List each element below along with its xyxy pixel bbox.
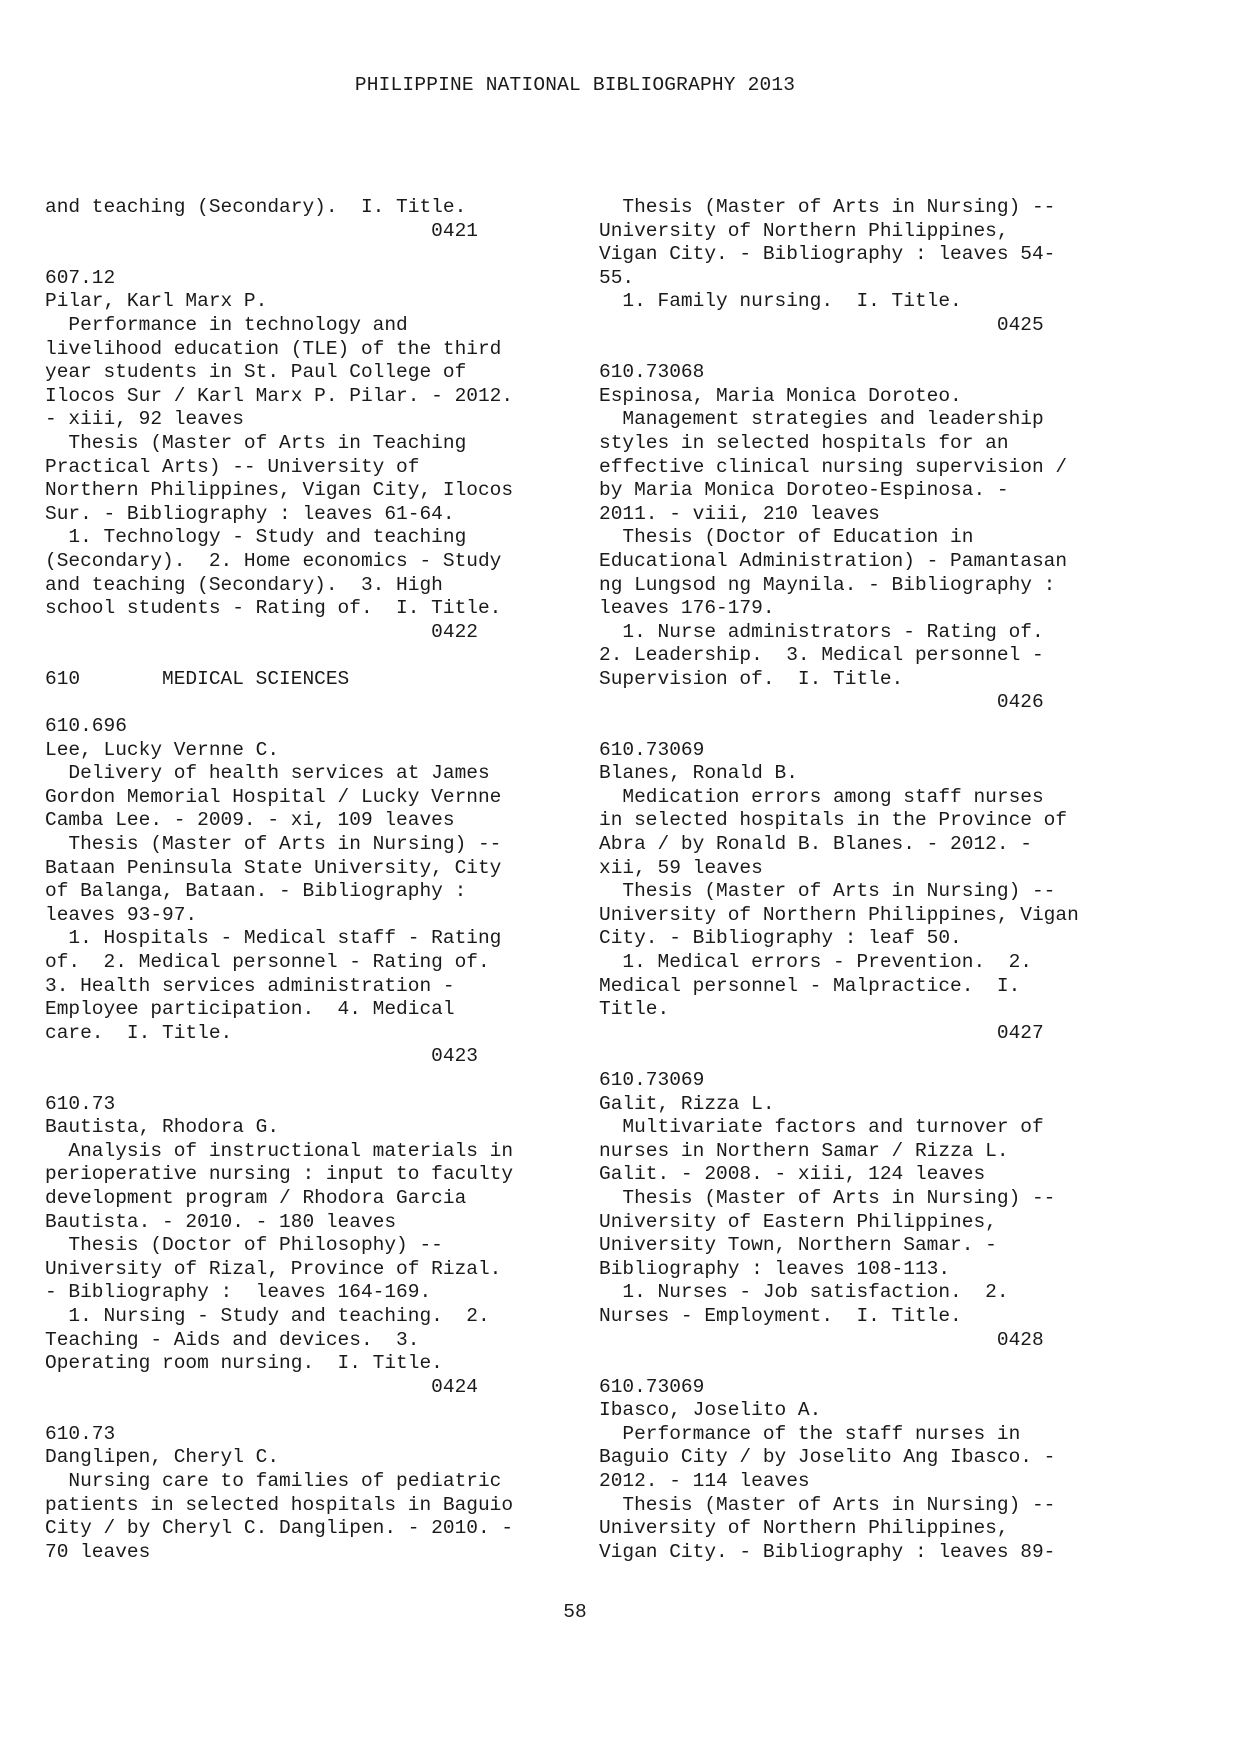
bibliography-line: Employee participation. 4. Medical [45,998,455,1021]
bibliography-line: Management strategies and leadership [599,408,1044,431]
bibliography-line: Teaching - Aids and devices. 3. [45,1328,420,1351]
bibliography-line: livelihood education (TLE) of the third [45,337,502,360]
bibliography-line: 610.696 [45,715,127,738]
bibliography-line: nurses in Northern Samar / Rizza L. [599,1139,1009,1162]
bibliography-line: Medical personnel - Malpractice. I. [599,974,1021,997]
bibliography-line: - Bibliography : leaves 164-169. [45,1281,432,1304]
bibliography-line: Bibliography : leaves 108-113. [599,1257,951,1280]
bibliography-line: 1. Nurses - Job satisfaction. 2. [599,1281,1009,1304]
bibliography-line [45,691,550,715]
bibliography-line: Galit. - 2008. - xiii, 124 leaves [599,1163,986,1186]
bibliography-line: University of Northern Philippines, [599,219,1009,242]
bibliography-line: University of Northern Philippines, Vigan [599,903,1079,926]
bibliography-line: of. 2. Medical personnel - Rating of. [45,951,490,973]
bibliography-line: 610.73069 [599,1375,705,1398]
bibliography-line: Operating room nursing. I. Title. [45,1352,443,1375]
bibliography-line: Abra / by Ronald B. Blanes. - 2012. - [599,833,1032,856]
bibliography-line [45,1069,550,1093]
bibliography-line [599,338,1119,362]
bibliography-line: Camba Lee. - 2009. - xi, 109 leaves [45,809,455,832]
bibliography-line [45,1399,550,1423]
bibliography-line: Gordon Memorial Hospital / Lucky Vernne [45,785,502,808]
bibliography-line: City. - Bibliography : leaf 50. [599,927,962,950]
bibliography-line: 2. Leadership. 3. Medical personnel - [599,644,1044,667]
bibliography-line: 607.12 [45,266,116,289]
bibliography-line: leaves 93-97. [45,903,198,926]
bibliography-line: Thesis (Master of Arts in Teaching [45,431,467,454]
bibliography-line: Bataan Peninsula State University, City [45,856,502,879]
bibliography-line: Title. [599,998,670,1021]
bibliography-line [599,1045,1119,1069]
bibliography-line: 0426 [599,691,1044,714]
bibliography-line: development program / Rhodora Garcia [45,1186,467,1209]
bibliography-line: (Secondary). 2. Home economics - Study [45,549,502,572]
bibliography-line: Thesis (Master of Arts in Nursing) -- [599,880,1056,903]
bibliography-line: 0422 [45,620,478,643]
bibliography-line [599,1352,1119,1376]
bibliography-line: - xiii, 92 leaves [45,408,244,431]
bibliography-line: 0427 [599,1021,1044,1044]
bibliography-line: 1. Medical errors - Prevention. 2. [599,951,1032,973]
bibliography-line: Espinosa, Maria Monica Doroteo. [599,384,962,407]
bibliography-line: 2011. - viii, 210 leaves [599,502,880,525]
bibliography-line: Thesis (Doctor of Education in [599,526,974,549]
bibliography-line: leaves 176-179. [599,597,775,620]
bibliography-line: 610.73 [45,1422,116,1445]
bibliography-line: 55. [599,266,635,289]
bibliography-line: City / by Cheryl C. Danglipen. - 2010. - [45,1517,514,1540]
bibliography-line: Nurses - Employment. I. Title. [599,1304,962,1327]
bibliography-line: Vigan City. - Bibliography : leaves 89- [599,1540,1056,1563]
bibliography-line: 1. Technology - Study and teaching [45,526,467,549]
bibliography-line: xii, 59 leaves [599,856,763,879]
bibliography-line: Vigan City. - Bibliography : leaves 54- [599,243,1056,266]
bibliography-line: Pilar, Karl Marx P. [45,290,268,313]
bibliography-line: and teaching (Secondary). I. Title. [45,196,467,218]
bibliography-line: 610.73069 [599,1068,705,1091]
bibliography-line: 1. Hospitals - Medical staff - Rating [45,927,502,950]
bibliography-line: University Town, Northern Samar. - [599,1234,997,1257]
bibliography-line: Multivariate factors and turnover of [599,1116,1044,1139]
bibliography-line: Thesis (Doctor of Philosophy) -- [45,1234,443,1257]
bibliography-line: 70 leaves [45,1540,151,1563]
bibliography-line: University of Rizal, Province of Rizal. [45,1257,502,1280]
bibliography-line: care. I. Title. [45,1021,233,1044]
bibliography-line: 1. Nurse administrators - Rating of. [599,620,1044,643]
page-number: 58 [563,1601,587,1623]
bibliography-line: 0424 [45,1375,478,1398]
bibliography-line: 610.73068 [599,361,705,384]
bibliography-line: Lee, Lucky Vernne C. [45,738,280,761]
bibliography-line: patients in selected hospitals in Baguio [45,1493,514,1516]
bibliography-line: 0425 [599,313,1044,336]
bibliography-line: 1. Family nursing. I. Title. [599,290,962,313]
bibliography-line: Baguio City / by Joselito Ang Ibasco. - [599,1446,1056,1469]
bibliography-line: University of Eastern Philippines, [599,1210,997,1233]
right-column [599,196,1119,1564]
bibliography-line: ng Lungsod ng Maynila. - Bibliography : [599,573,1056,596]
bibliography-line: Galit, Rizza L. [599,1092,775,1115]
bibliography-line: Blanes, Ronald B. [599,762,798,785]
bibliography-line: 0428 [599,1328,1044,1351]
bibliography-line: Thesis (Master of Arts in Nursing) -- [599,1186,1056,1209]
bibliography-line: Analysis of instructional materials in [45,1139,514,1162]
bibliography-line: in selected hospitals in the Province of [599,809,1068,832]
bibliography-line: Medication errors among staff nurses [599,785,1044,808]
bibliography-line: Bautista, Rhodora G. [45,1116,280,1139]
bibliography-line: Northern Philippines, Vigan City, Ilocos [45,479,514,502]
bibliography-line: by Maria Monica Doroteo-Espinosa. - [599,479,1009,502]
bibliography-line: and teaching (Secondary). 3. High [45,573,443,596]
bibliography-line: 610 MEDICAL SCIENCES [45,667,350,690]
bibliography-line: Delivery of health services at James [45,762,490,785]
bibliography-line: Educational Administration) - Pamantasan [599,549,1068,572]
bibliography-line: styles in selected hospitals for an [599,431,1009,454]
bibliography-line [599,715,1119,739]
bibliography-line: perioperative nursing : input to faculty [45,1163,514,1186]
bibliography-line: Bautista. - 2010. - 180 leaves [45,1210,397,1233]
bibliography-line: 2012. - 114 leaves [599,1470,810,1493]
bibliography-line: effective clinical nursing supervision / [599,455,1068,478]
left-column [45,196,550,1564]
bibliography-line: Ilocos Sur / Karl Marx P. Pilar. - 2012. [45,384,514,407]
bibliography-line: University of Northern Philippines, [599,1517,1009,1540]
bibliography-line: 0421 [45,219,478,242]
bibliography-line [45,644,550,668]
bibliography-line: Thesis (Master of Arts in Nursing) -- [45,833,502,856]
bibliography-line: of Balanga, Bataan. - Bibliography : [45,880,467,903]
bibliography-line: Ibasco, Joselito A. [599,1399,822,1422]
bibliography-line [45,243,550,267]
bibliography-line: 0423 [45,1045,478,1068]
bibliography-line: 3. Health services administration - [45,974,455,997]
bibliography-line: Thesis (Master of Arts in Nursing) -- [599,196,1056,218]
page-header: PHILIPPINE NATIONAL BIBLIOGRAPHY 2013 [354,74,796,96]
bibliography-line: Sur. - Bibliography : leaves 61-64. [45,502,455,525]
bibliography-line: Supervision of. I. Title. [599,667,904,690]
bibliography-line: Practical Arts) -- University of [45,455,420,478]
bibliography-line: year students in St. Paul College of [45,361,467,384]
bibliography-line: Performance in technology and [45,313,408,336]
bibliography-line: 610.73069 [599,738,705,761]
bibliography-line: Thesis (Master of Arts in Nursing) -- [599,1493,1056,1516]
bibliography-line: Performance of the staff nurses in [599,1422,1021,1445]
bibliography-line: Nursing care to families of pediatric [45,1470,502,1493]
bibliography-line: 1. Nursing - Study and teaching. 2. [45,1304,490,1327]
bibliography-line: 610.73 [45,1092,116,1115]
bibliography-line: school students - Rating of. I. Title. [45,597,502,620]
bibliography-line: Danglipen, Cheryl C. [45,1446,280,1469]
